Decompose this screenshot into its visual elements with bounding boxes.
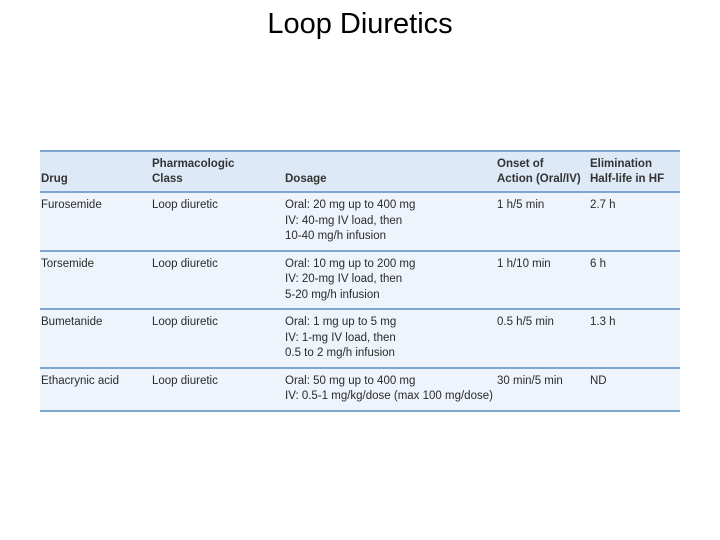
header-class: Pharmacologic Class xyxy=(152,158,235,185)
cell-class: Loop diuretic xyxy=(152,199,218,211)
cell-dosage: Oral: 1 mg up to 5 mg IV: 1-mg IV load, then 0.5 to 2 mg/h infusion xyxy=(285,316,397,359)
cell-onset: 30 min/5 min xyxy=(497,374,563,387)
table-body xyxy=(40,192,680,411)
cell-elimination: 1.3 h xyxy=(590,316,616,328)
header-row xyxy=(40,151,680,192)
header-elimination: Elimination Half-life in HF xyxy=(590,158,665,185)
slide-title: Loop Diuretics xyxy=(267,8,453,40)
loop-diuretics-table-container xyxy=(40,150,680,412)
loop-diuretics-table xyxy=(40,150,680,412)
table-row xyxy=(40,309,680,368)
cell-onset: 1 h/10 min xyxy=(497,257,551,270)
header-drug: Drug xyxy=(41,173,68,185)
cell-dosage: Oral: 10 mg up to 200 mg IV: 20-mg IV load, then 5-20 mg/h infusion xyxy=(285,257,416,301)
cell-class: Loop diuretic xyxy=(152,374,218,387)
cell-onset: 0.5 h/5 min xyxy=(497,316,554,328)
cell-elimination: ND xyxy=(590,374,607,387)
cell-dosage: Oral: 20 mg up to 400 mg IV: 40-mg IV load, then 10-40 mg/h infusion xyxy=(285,199,416,242)
cell-drug: Ethacrynic acid xyxy=(41,374,119,387)
table-row xyxy=(40,368,680,411)
cell-elimination: 6 h xyxy=(590,257,606,270)
header-onset: Onset of Action (Oral/IV) xyxy=(497,158,581,185)
cell-drug: Torsemide xyxy=(41,257,95,270)
cell-dosage: Oral: 50 mg up to 400 mg IV: 0.5-1 mg/kg/dose (max 100 mg/dose) xyxy=(285,374,493,402)
cell-onset: 1 h/5 min xyxy=(497,199,545,211)
table-row xyxy=(40,251,680,310)
cell-class: Loop diuretic xyxy=(152,316,218,328)
table-row xyxy=(40,192,680,251)
table-header xyxy=(40,151,680,192)
cell-drug: Furosemide xyxy=(41,199,102,211)
cell-elimination: 2.7 h xyxy=(590,199,616,211)
header-dosage: Dosage xyxy=(285,173,327,185)
cell-drug: Bumetanide xyxy=(41,316,103,328)
cell-class: Loop diuretic xyxy=(152,257,218,270)
